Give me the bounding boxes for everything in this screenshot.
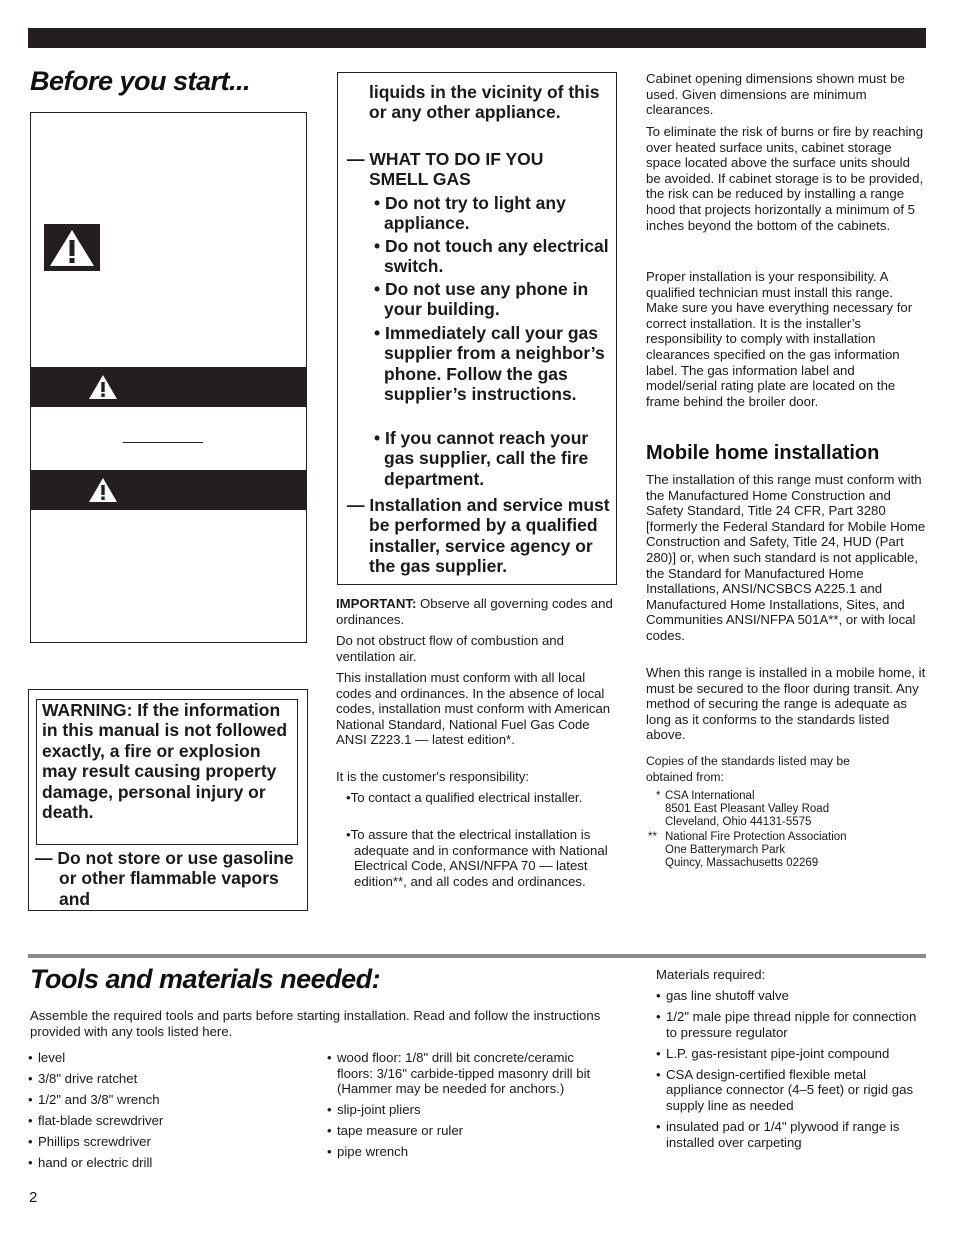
warning-triangle-icon <box>88 477 118 503</box>
csa-city: Cleveland, Ohio 44131-5575 <box>665 816 812 828</box>
what-to-do-heading: — WHAT TO DO IF YOU SMELL GAS <box>347 149 544 190</box>
responsibility-item-2: •To assure that the electrical installation is adequate and in conformance with National Electrical Code, ANSI/NFPA 70 — latest edition**, and all codes and ordinances. <box>346 827 608 889</box>
copies-paragraph: Copies of the standards listed may be obtained from: <box>646 754 850 784</box>
list-item: • CSA design-certified flexible metal appliance connector (4–5 feet) or rigid gas supply line as needed <box>656 1067 926 1114</box>
tools-list-1 <box>28 1050 308 1177</box>
proper-installation-paragraph: Proper installation is your responsibility. A qualified technician must install this range. Make sure you have everything necessary for correct installation. It is the installer’s responsibility to comply with installation clearances specified on the gas information label. The gas information label and model/serial rating plate are located on the frame behind the broiler door. <box>646 269 913 409</box>
list-item: • 1/2" male pipe thread nipple for connection to pressure regulator <box>656 1009 926 1040</box>
list-item: • gas line shutoff valve <box>656 988 926 1004</box>
installation-service-text: — Installation and service must be performed by a qualified installer, service agency or the gas supplier. <box>347 495 610 577</box>
divider <box>123 442 203 443</box>
do-not-store-text: — Do not store or use gasoline or other flammable vapors and <box>35 848 294 909</box>
materials-list <box>656 988 926 1156</box>
mobile-home-paragraph-1: The installation of this range must conform with the Manufactured Home Construction and Safety Standard, Title 24 CFR, Part 3280 [formerly the Federal Standard for Mobile Home Construction and Safety, Title 24, HUD (Part 280)] or, when such standard is not applicable, the Standard for Manufactured Home Installations, ANSI/NCSBCS A225.1 and Manufactured Home Installations, Sites, and Communities ANSI/NFPA 501A**, or with local codes. <box>646 472 926 643</box>
tools-list-2 <box>327 1050 607 1166</box>
conform-paragraph: This installation must conform with all local codes and ordinances. In the absence of local codes, installation must conform with American National Standard, National Fuel Gas Code ANSI Z223.1 — latest edition*. <box>336 670 611 748</box>
page-number: 2 <box>29 1189 38 1206</box>
header-bar <box>28 28 926 48</box>
gas-instruction-5: • If you cannot reach your gas supplier, call the fire department. <box>374 428 589 489</box>
nfpa-city: Quincy, Massachusetts 02269 <box>665 857 819 869</box>
materials-heading: Materials required: <box>656 967 766 982</box>
warning-symbol <box>44 224 100 271</box>
list-item: • L.P. gas-resistant pipe-joint compound <box>656 1046 926 1062</box>
csa-street: 8501 East Pleasant Valley Road <box>665 803 830 815</box>
gas-instruction-3: • Do not use any phone in your building. <box>374 279 589 320</box>
mobile-home-paragraph-2: When this range is installed in a mobile home, it must be secured to the floor during transit. Any method of securing the range is adequate as long as it conforms to the standards listed above. <box>646 665 926 743</box>
list-item: • insulated pad or 1/4" plywood if range is installed over carpeting <box>656 1119 926 1150</box>
list-item: • tape measure or ruler <box>327 1123 607 1139</box>
list-item: • slip-joint pliers <box>327 1102 607 1118</box>
list-item: • pipe wrench <box>327 1144 607 1160</box>
important-paragraph <box>336 596 618 627</box>
list-item: • hand or electric drill <box>28 1155 308 1171</box>
warning-triangle-icon <box>44 224 100 271</box>
list-item: • 3/8" drive ratchet <box>28 1071 308 1087</box>
continued-text: liquids in the vicinity of this or any other appliance. <box>369 82 600 123</box>
burns-paragraph: To eliminate the risk of burns or fire by reaching over heated surface units, cabinet storage space located above the surface units should be avoided. If cabinet storage is to be provided, the risk can be reduced by installing a range hood that projects horizontally a minimum of 5 inches beyond the bottom of the cabinets. <box>646 124 924 233</box>
nfpa-street: One Batterymarch Park <box>665 844 786 856</box>
warning-triangle-icon <box>88 374 118 400</box>
tools-intro: Assemble the required tools and parts before starting installation. Read and follow the instructions provided with any tools listed here. <box>30 1008 601 1039</box>
warning-header-bar <box>31 470 306 510</box>
cabinet-paragraph: Cabinet opening dimensions shown must be used. Given dimensions are minimum clearances. <box>646 71 905 118</box>
gas-instruction-1: • Do not try to light any appliance. <box>374 193 566 234</box>
warning-text: WARNING: If the information in this manual is not followed exactly, a fire or explosion may result causing property damage, personal injury or death. <box>42 700 288 823</box>
nfpa-address <box>646 831 926 870</box>
danger-header-bar <box>31 367 306 407</box>
safety-box <box>30 112 307 643</box>
section-title-before-you-start: Before you start... <box>30 66 251 96</box>
gas-instruction-2: • Do not touch any electrical switch. <box>374 236 609 277</box>
fire-warning-box <box>28 689 308 911</box>
obstruct-paragraph: Do not obstruct flow of combustion and ventilation air. <box>336 633 564 664</box>
section-separator <box>28 954 926 958</box>
list-item: • flat-blade screwdriver <box>28 1113 308 1129</box>
responsibility-item-1: •To contact a qualified electrical installer. <box>346 790 583 805</box>
list-item: • wood floor: 1/8" drill bit concrete/ceramic floors: 3/16" carbide-tipped masonry drill bit (Hammer may be needed for anchors.) <box>327 1050 607 1097</box>
important-text: Observe all governing codes and ordinances. <box>336 596 613 627</box>
list-item: • level <box>28 1050 308 1066</box>
nfpa-footnote-mark: ** <box>648 831 657 843</box>
csa-address <box>646 790 916 829</box>
csa-name: CSA International <box>665 790 755 802</box>
csa-footnote-mark: * <box>656 790 661 802</box>
list-item: • Phillips screwdriver <box>28 1134 308 1150</box>
mobile-home-heading: Mobile home installation <box>646 442 880 464</box>
section-title-tools: Tools and materials needed: <box>30 964 381 994</box>
customer-responsibility-paragraph: It is the customer's responsibility: <box>336 769 530 784</box>
nfpa-name: National Fire Protection Association <box>665 831 847 843</box>
gas-instruction-4: • Immediately call your gas supplier from a neighbor’s phone. Follow the gas supplier’s instructions. <box>374 323 605 405</box>
list-item: • 1/2" and 3/8" wrench <box>28 1092 308 1108</box>
important-label: IMPORTANT: <box>336 596 417 611</box>
gas-warning-box <box>337 72 617 585</box>
